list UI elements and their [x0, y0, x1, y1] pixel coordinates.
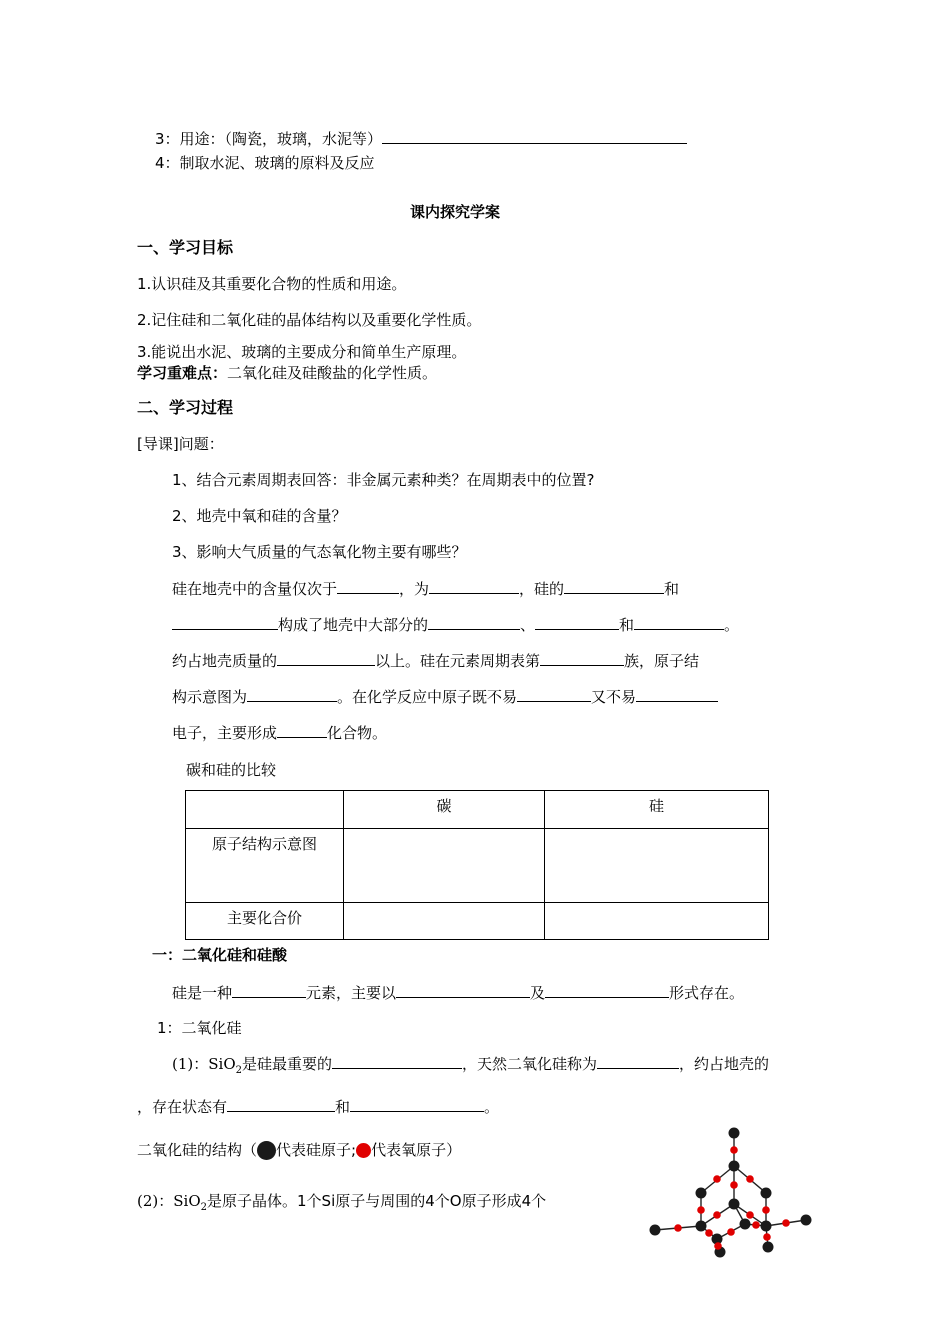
fill-line-5: 电子，主要形成 化合物。: [172, 724, 388, 742]
o-atom: [727, 1228, 735, 1236]
o-atom: [714, 1242, 722, 1250]
o-atom: [752, 1221, 760, 1229]
si-atom: [740, 1219, 751, 1230]
header-carbon: 碳: [344, 791, 545, 829]
si-atom: [729, 1161, 740, 1172]
cell-carbon-structure[interactable]: [344, 829, 545, 903]
fill-line-3: 约占地壳质量的 以上。硅在元素周期表第 族，原子结: [172, 652, 700, 670]
blank[interactable]: [517, 686, 591, 702]
blank[interactable]: [535, 614, 619, 630]
si-atom: [761, 1221, 772, 1232]
sio2-line-2: ，存在状态有 和 。: [137, 1098, 500, 1116]
o-atom: [697, 1206, 705, 1214]
goal-item-3: 3.能说出水泥、玻璃的主要成分和简单生产原理。: [137, 343, 467, 361]
blank[interactable]: [564, 578, 664, 594]
o-atom: [746, 1175, 754, 1183]
process-heading: 二、学习过程: [137, 398, 234, 417]
blank[interactable]: [636, 686, 718, 702]
section-heading: 一：二氧化硅和硅酸: [152, 946, 288, 964]
blank[interactable]: [337, 578, 399, 594]
o-atom: [705, 1229, 713, 1237]
blank[interactable]: [545, 982, 669, 998]
materials-line: 4：制取水泥、玻璃的原料及反应: [155, 154, 375, 172]
o-atom-icon: [356, 1143, 371, 1158]
o-atom: [762, 1206, 770, 1214]
blank[interactable]: [232, 982, 306, 998]
si-atom-icon: [257, 1141, 276, 1160]
row-atom-structure: 原子结构示意图: [186, 829, 344, 903]
si-atom: [696, 1188, 707, 1199]
blank[interactable]: [172, 614, 278, 630]
table-corner-cell: [186, 791, 344, 829]
question-1: 1、结合元素周期表回答：非金属元素种类？在周期表中的位置?: [172, 471, 595, 489]
blank[interactable]: [429, 578, 519, 594]
o-atom: [730, 1146, 738, 1154]
o-atom: [713, 1211, 721, 1219]
si-atom: [729, 1199, 740, 1210]
blank[interactable]: [350, 1096, 484, 1112]
carbon-silicon-table: [185, 790, 769, 940]
page-title: 课内探究学案: [410, 203, 501, 221]
o-atom: [713, 1175, 721, 1183]
blank[interactable]: [540, 650, 624, 666]
sio2-subheading: 1：二氧化硅: [157, 1019, 242, 1037]
o-atom: [782, 1219, 790, 1227]
o-atom: [763, 1233, 771, 1241]
goal-item-1: 1.认识硅及其重要化合物的性质和用途。: [137, 275, 407, 293]
sio2-line-1: (1)：SiO$_2$是硅最重要的 ，天然二氧化硅称为 ，约占地壳的: [172, 1055, 770, 1076]
o-atom: [674, 1224, 682, 1232]
usage-line: 3：用途：（陶瓷，玻璃，水泥等）: [155, 128, 687, 149]
fill-line-1: 硅在地壳中的含量仅次于 ，为 ，硅的 和: [172, 580, 680, 598]
blank[interactable]: [396, 982, 530, 998]
exist-line: 硅是一种 元素，主要以 及 形式存在。: [172, 984, 745, 1002]
sio2-line-3: (2)：SiO$_2$是原子晶体。1个Si原子与周围的4个O原子形成4个: [137, 1192, 547, 1213]
intro-label: [导课]问题：: [137, 435, 224, 453]
question-3: 3、影响大气质量的气态氧化物主要有哪些？: [172, 543, 467, 561]
o-atom: [746, 1211, 754, 1219]
blank[interactable]: [247, 686, 337, 702]
si-atom: [650, 1225, 661, 1236]
goal-item-2: 2.记住硅和二氧化硅的晶体结构以及重要化学性质。: [137, 311, 482, 329]
compare-caption: 碳和硅的比较: [186, 761, 277, 779]
cell-silicon-valence[interactable]: [545, 903, 769, 940]
si-atom: [761, 1188, 772, 1199]
blank[interactable]: [634, 614, 724, 630]
si-atom: [729, 1128, 740, 1139]
si-atom: [696, 1221, 707, 1232]
sio2-structure-diagram: [645, 1122, 815, 1262]
cell-carbon-valence[interactable]: [344, 903, 545, 940]
si-atom: [763, 1242, 774, 1253]
question-2: 2、地壳中氧和硅的含量？: [172, 507, 347, 525]
cell-silicon-structure[interactable]: [545, 829, 769, 903]
fill-line-4: 构示意图为 。在化学反应中原子既不易 又不易: [172, 686, 718, 707]
key-points: 学习重难点：二氧化硅及硅酸盐的化学性质。: [137, 364, 438, 382]
blank[interactable]: [382, 128, 687, 144]
blank[interactable]: [428, 614, 520, 630]
blank[interactable]: [332, 1053, 462, 1069]
blank[interactable]: [227, 1096, 335, 1112]
o-atom: [730, 1181, 738, 1189]
structure-legend: 二氧化硅的结构（ 代表硅原子; 代表氧原子）: [137, 1141, 462, 1159]
blank[interactable]: [277, 650, 375, 666]
row-valence: 主要化合价: [186, 903, 344, 940]
fill-line-2: 构成了地壳中大部分的 、 和 。: [172, 614, 739, 635]
header-silicon: 硅: [545, 791, 769, 829]
blank[interactable]: [597, 1053, 679, 1069]
blank[interactable]: [277, 722, 327, 738]
goals-heading: 一、学习目标: [137, 238, 234, 257]
si-atom: [801, 1215, 812, 1226]
